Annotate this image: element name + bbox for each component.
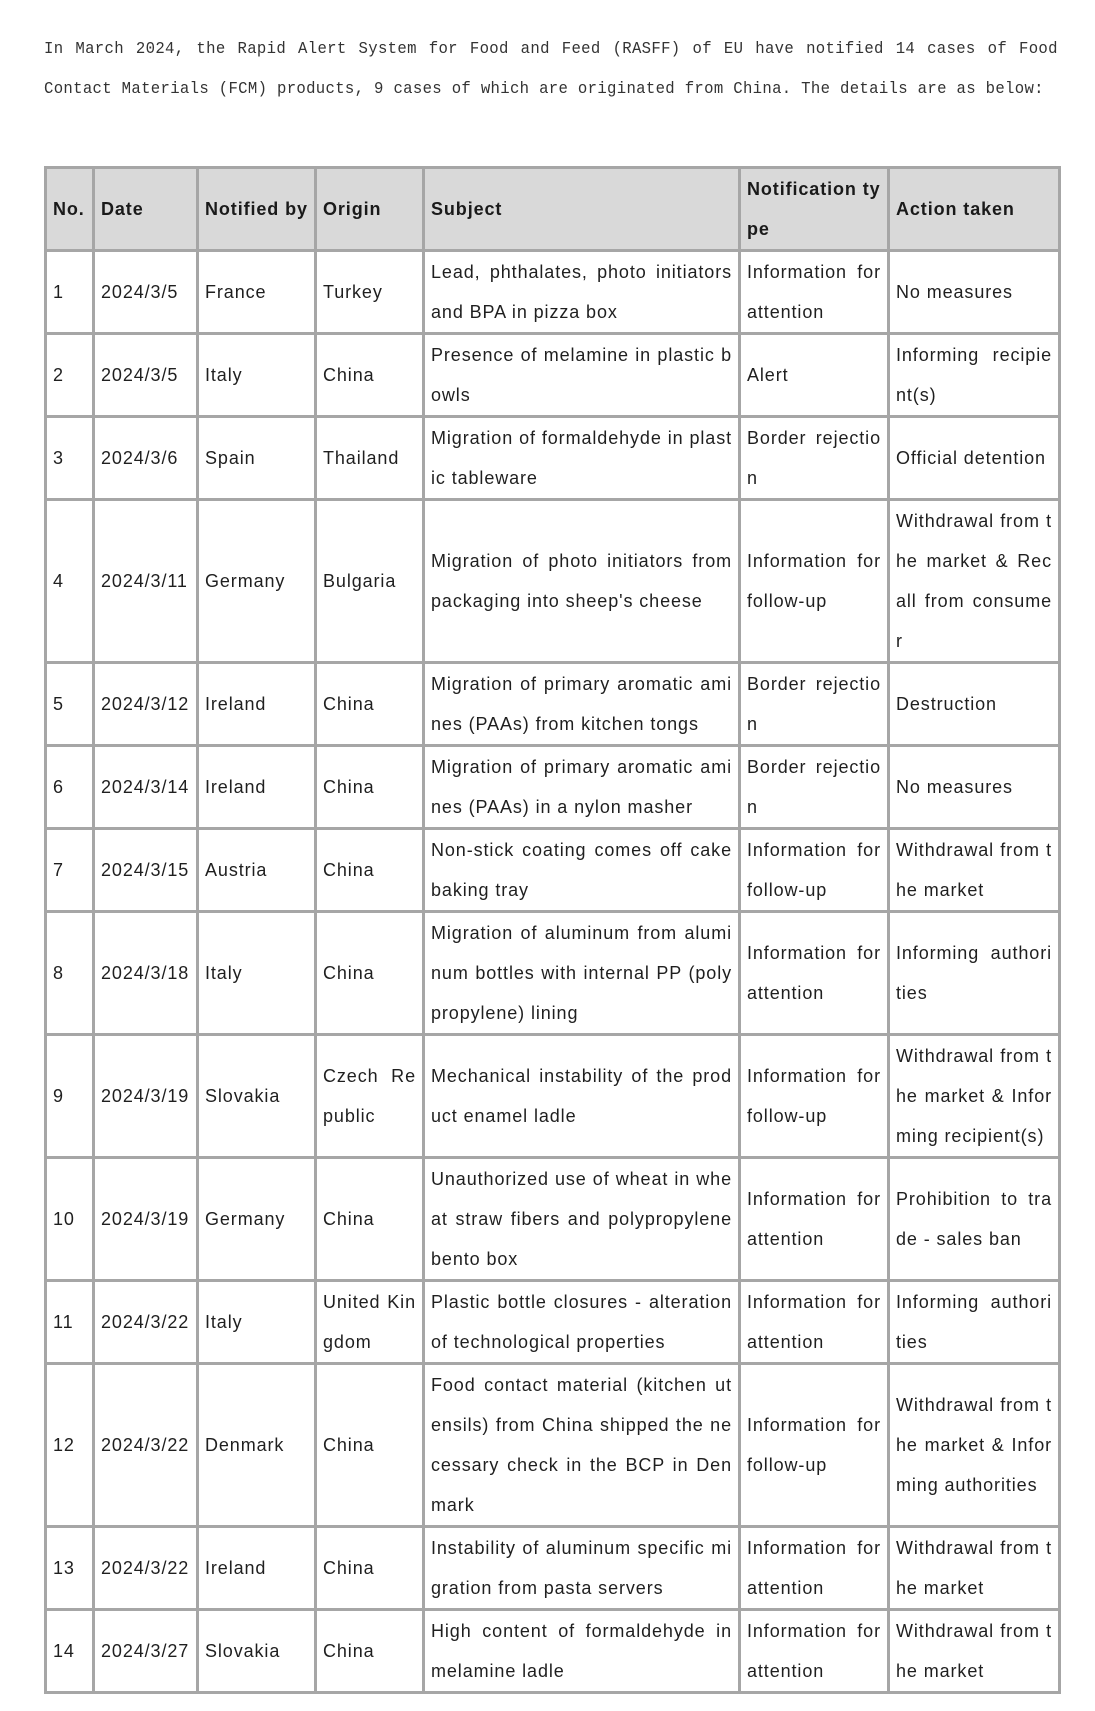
cell-notified-by: Germany [198,1158,316,1281]
cell-date: 2024/3/22 [94,1281,198,1364]
cell-notification-type: Information for follow-up [740,1035,889,1158]
cell-notified-by: Ireland [198,663,316,746]
header-notification-type: Notification type [740,168,889,251]
rasff-notifications-table [44,166,1061,1694]
cell-notified-by: Austria [198,829,316,912]
cell-date: 2024/3/19 [94,1035,198,1158]
cell-origin: United Kingdom [316,1281,424,1364]
table-header-row [46,168,1060,251]
cell-no: 8 [46,912,94,1035]
table-row [46,746,1060,829]
cell-notification-type: Information for follow-up [740,500,889,663]
cell-action-taken: Official detention [889,417,1060,500]
table-row [46,500,1060,663]
cell-subject: Food contact material (kitchen utensils) from China shipped the necessary check in the BCP in Denmark [424,1364,740,1527]
table-row [46,334,1060,417]
cell-notification-type: Alert [740,334,889,417]
cell-subject: Unauthorized use of wheat in wheat straw fibers and polypropylene bento box [424,1158,740,1281]
cell-action-taken: Withdrawal from the market & Recall from consumer [889,500,1060,663]
cell-date: 2024/3/5 [94,251,198,334]
cell-date: 2024/3/6 [94,417,198,500]
cell-date: 2024/3/18 [94,912,198,1035]
cell-date: 2024/3/12 [94,663,198,746]
cell-action-taken: Informing authorities [889,1281,1060,1364]
header-action-taken: Action taken [889,168,1060,251]
cell-action-taken: No measures [889,251,1060,334]
table-row [46,1281,1060,1364]
cell-no: 2 [46,334,94,417]
cell-notification-type: Information for attention [740,1527,889,1610]
cell-notified-by: Italy [198,1281,316,1364]
cell-notified-by: Slovakia [198,1610,316,1693]
cell-date: 2024/3/11 [94,500,198,663]
cell-no: 12 [46,1364,94,1527]
cell-notified-by: Ireland [198,1527,316,1610]
cell-origin: China [316,1527,424,1610]
cell-no: 7 [46,829,94,912]
cell-subject: Migration of primary aromatic amines (PAAs) from kitchen tongs [424,663,740,746]
cell-notified-by: Ireland [198,746,316,829]
cell-no: 14 [46,1610,94,1693]
cell-notified-by: Italy [198,912,316,1035]
cell-no: 11 [46,1281,94,1364]
cell-action-taken: Prohibition to trade - sales ban [889,1158,1060,1281]
cell-no: 1 [46,251,94,334]
cell-origin: China [316,1158,424,1281]
cell-no: 5 [46,663,94,746]
cell-notification-type: Information for attention [740,912,889,1035]
cell-origin: China [316,1610,424,1693]
cell-date: 2024/3/22 [94,1364,198,1527]
cell-no: 13 [46,1527,94,1610]
cell-action-taken: Withdrawal from the market [889,1527,1060,1610]
cell-origin: China [316,912,424,1035]
header-origin: Origin [316,168,424,251]
cell-action-taken: No measures [889,746,1060,829]
cell-origin: Thailand [316,417,424,500]
cell-no: 3 [46,417,94,500]
cell-origin: China [316,1364,424,1527]
cell-notification-type: Information for follow-up [740,1364,889,1527]
cell-notification-type: Border rejection [740,417,889,500]
cell-subject: Plastic bottle closures - alteration of technological properties [424,1281,740,1364]
cell-date: 2024/3/15 [94,829,198,912]
cell-notification-type: Information for attention [740,1610,889,1693]
cell-no: 4 [46,500,94,663]
table-row [46,1527,1060,1610]
cell-notified-by: Germany [198,500,316,663]
cell-date: 2024/3/14 [94,746,198,829]
cell-notification-type: Border rejection [740,746,889,829]
cell-action-taken: Withdrawal from the market [889,829,1060,912]
cell-action-taken: Withdrawal from the market & Informing authorities [889,1364,1060,1527]
cell-subject: Migration of primary aromatic amines (PAAs) in a nylon masher [424,746,740,829]
cell-action-taken: Informing recipient(s) [889,334,1060,417]
cell-notification-type: Information for follow-up [740,829,889,912]
cell-date: 2024/3/22 [94,1527,198,1610]
cell-notified-by: Slovakia [198,1035,316,1158]
cell-subject: Migration of formaldehyde in plastic tableware [424,417,740,500]
cell-action-taken: Informing authorities [889,912,1060,1035]
cell-notified-by: Denmark [198,1364,316,1527]
cell-notification-type: Information for attention [740,251,889,334]
cell-subject: Non-stick coating comes off cake baking tray [424,829,740,912]
table-row [46,1610,1060,1693]
cell-origin: China [316,829,424,912]
cell-subject: Migration of aluminum from aluminum bottles with internal PP (polypropylene) lining [424,912,740,1035]
header-no: No. [46,168,94,251]
table-row [46,251,1060,334]
cell-subject: Instability of aluminum specific migration from pasta servers [424,1527,740,1610]
table-row [46,1158,1060,1281]
cell-origin: China [316,663,424,746]
cell-subject: High content of formaldehyde in melamine ladle [424,1610,740,1693]
header-date: Date [94,168,198,251]
table-row [46,912,1060,1035]
cell-subject: Presence of melamine in plastic bowls [424,334,740,417]
cell-notified-by: Italy [198,334,316,417]
intro-paragraph: In March 2024, the Rapid Alert System for Food and Feed (RASFF) of EU have notified 14 cases of Food Contact Materials (FCM) products, 9 cases of which are originated from China. The details are as below: [44,40,1058,99]
cell-origin: Bulgaria [316,500,424,663]
cell-origin: China [316,746,424,829]
table-row [46,829,1060,912]
cell-action-taken: Destruction [889,663,1060,746]
table-row [46,1364,1060,1527]
cell-date: 2024/3/19 [94,1158,198,1281]
cell-action-taken: Withdrawal from the market [889,1610,1060,1693]
cell-notification-type: Information for attention [740,1281,889,1364]
cell-date: 2024/3/5 [94,334,198,417]
table-row [46,417,1060,500]
cell-notified-by: Spain [198,417,316,500]
cell-no: 10 [46,1158,94,1281]
cell-origin: Czech Republic [316,1035,424,1158]
cell-subject: Mechanical instability of the product enamel ladle [424,1035,740,1158]
header-notified-by: Notified by [198,168,316,251]
cell-notification-type: Information for attention [740,1158,889,1281]
header-subject: Subject [424,168,740,251]
cell-date: 2024/3/27 [94,1610,198,1693]
table-row [46,663,1060,746]
cell-notification-type: Border rejection [740,663,889,746]
cell-subject: Lead, phthalates, photo initiators and BPA in pizza box [424,251,740,334]
cell-origin: China [316,334,424,417]
cell-subject: Migration of photo initiators from packaging into sheep's cheese [424,500,740,663]
cell-no: 9 [46,1035,94,1158]
table-row [46,1035,1060,1158]
cell-no: 6 [46,746,94,829]
cell-notified-by: France [198,251,316,334]
cell-action-taken: Withdrawal from the market & Informing recipient(s) [889,1035,1060,1158]
cell-origin: Turkey [316,251,424,334]
